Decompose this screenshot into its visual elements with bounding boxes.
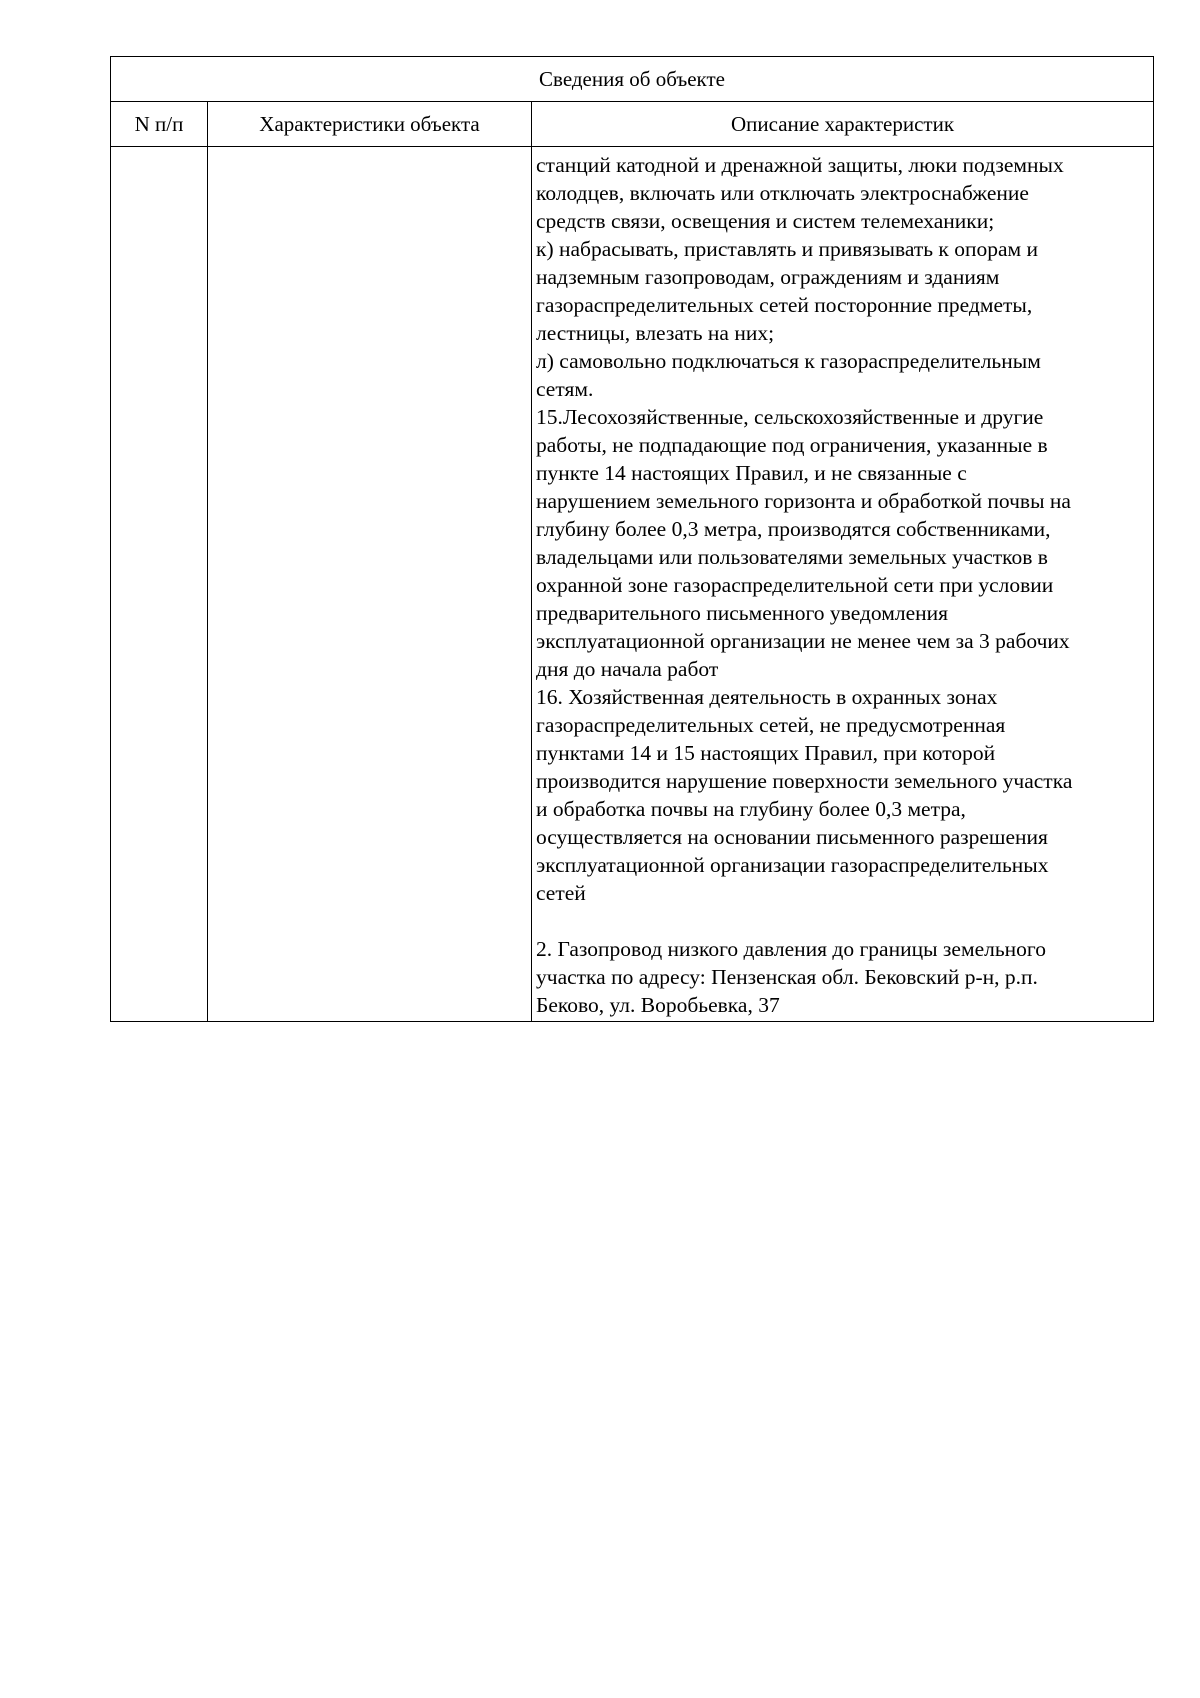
description-line: работы, не подпадающие под ограничения, указанные в bbox=[536, 433, 1048, 457]
header-num: N п/п bbox=[111, 102, 208, 147]
description-line: 15.Лесохозяйственные, сельскохозяйственные и другие bbox=[536, 405, 1044, 429]
object-info-table bbox=[110, 56, 1154, 1022]
cell-description bbox=[532, 147, 1154, 1022]
description-line: 16. Хозяйственная деятельность в охранных зонах bbox=[536, 685, 998, 709]
description-line: дня до начала работ bbox=[536, 657, 719, 681]
description-line: осуществляется на основании письменного разрешения bbox=[536, 825, 1048, 849]
header-characteristics: Характеристики объекта bbox=[208, 102, 532, 147]
cell-num bbox=[111, 147, 208, 1022]
description-line: эксплуатационной организации не менее чем за 3 рабочих bbox=[536, 629, 1070, 653]
description-line: предварительного письменного уведомления bbox=[536, 601, 949, 625]
description-line: лестницы, влезать на них; bbox=[536, 321, 775, 345]
description-line: к) набрасывать, приставлять и привязывать к опорам и bbox=[536, 237, 1038, 261]
table-row bbox=[111, 147, 1154, 1022]
description-line: колодцев, включать или отключать электроснабжение bbox=[536, 181, 1029, 205]
description-line: владельцами или пользователями земельных участков в bbox=[536, 545, 1048, 569]
cell-characteristics bbox=[208, 147, 532, 1022]
description-text bbox=[536, 151, 1147, 907]
address-line: участка по адресу: Пензенская обл. Бековский р-н, р.п. bbox=[536, 965, 1038, 989]
header-description: Описание характеристик bbox=[532, 102, 1154, 147]
address-line: Беково, ул. Воробьевка, 37 bbox=[536, 993, 780, 1017]
description-line: надземным газопроводам, ограждениям и зданиям bbox=[536, 265, 1000, 289]
description-line: сетей bbox=[536, 881, 586, 905]
description-line: глубину более 0,3 метра, производятся собственниками, bbox=[536, 517, 1051, 541]
paragraph-spacer bbox=[536, 907, 1147, 935]
table-title: Сведения об объекте bbox=[111, 57, 1154, 102]
description-line: сетям. bbox=[536, 377, 594, 401]
description-line: средств связи, освещения и систем телемеханики; bbox=[536, 209, 995, 233]
address-text bbox=[536, 935, 1147, 1019]
address-line: 2. Газопровод низкого давления до границы земельного bbox=[536, 937, 1046, 961]
description-line: станций катодной и дренажной защиты, люки подземных bbox=[536, 153, 1064, 177]
description-line: пунктами 14 и 15 настоящих Правил, при которой bbox=[536, 741, 996, 765]
description-line: производится нарушение поверхности земельного участка bbox=[536, 769, 1073, 793]
description-line: эксплуатационной организации газораспределительных bbox=[536, 853, 1049, 877]
description-line: и обработка почвы на глубину более 0,3 метра, bbox=[536, 797, 966, 821]
description-line: нарушением земельного горизонта и обработкой почвы на bbox=[536, 489, 1071, 513]
description-line: пункте 14 настоящих Правил, и не связанные с bbox=[536, 461, 967, 485]
description-line: газораспределительных сетей посторонние предметы, bbox=[536, 293, 1033, 317]
table-header-row bbox=[111, 102, 1154, 147]
table-title-row bbox=[111, 57, 1154, 102]
description-line: охранной зоне газораспределительной сети при условии bbox=[536, 573, 1054, 597]
description-line: л) самовольно подключаться к газораспределительным bbox=[536, 349, 1041, 373]
description-line: газораспределительных сетей, не предусмотренная bbox=[536, 713, 1006, 737]
